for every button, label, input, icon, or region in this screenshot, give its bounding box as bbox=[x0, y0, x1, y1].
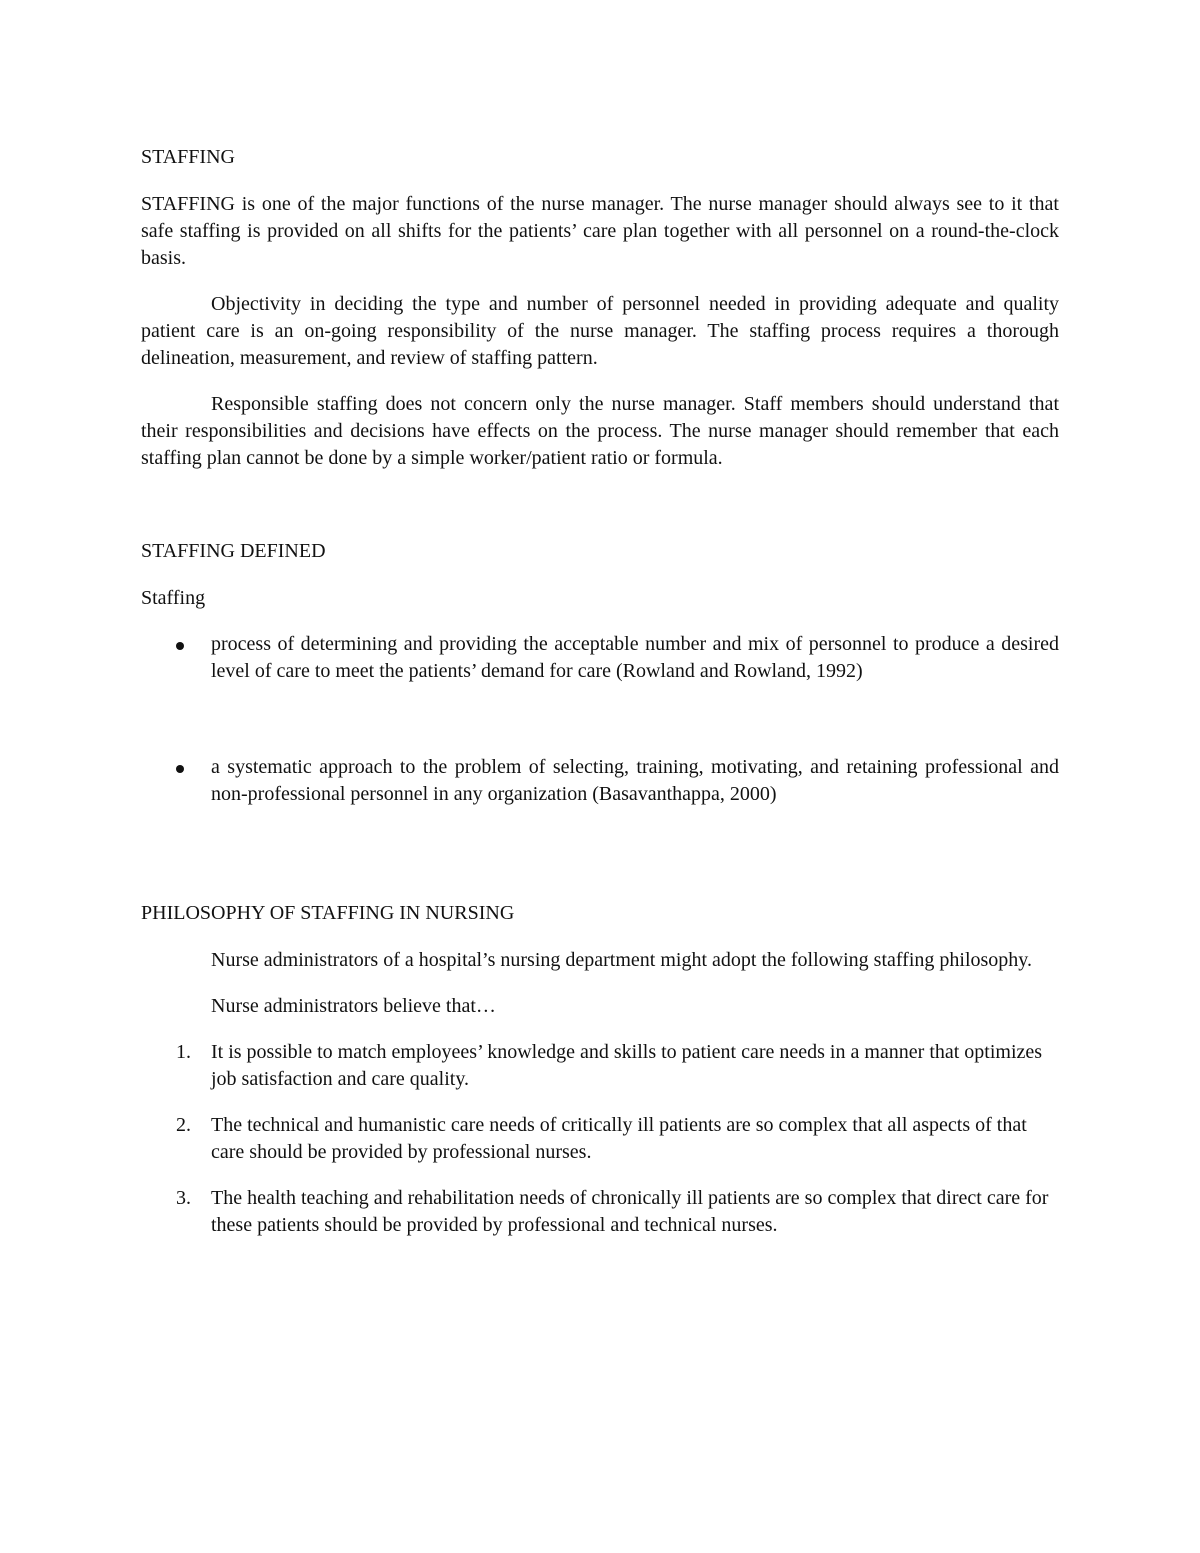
list-number: 1. bbox=[176, 1041, 191, 1063]
list-item-text: The technical and humanistic care needs of critically ill patients are so complex that all aspects of that care should be provided by professional nurses. bbox=[211, 1114, 1027, 1163]
bullet-icon bbox=[176, 765, 184, 773]
list-item bbox=[141, 1112, 1059, 1166]
definition-text: a systematic approach to the problem of selecting, training, motivating, and retaining professional and non-professional personnel in any organization (Basavanthappa, 2000) bbox=[211, 756, 1059, 805]
section-heading-staffing: STAFFING bbox=[141, 146, 235, 168]
paragraph-objectivity: Objectivity in deciding the type and number of personnel needed in providing adequate and quality patient care is an on-going responsibility of the nurse manager. The staffing process requires a thorough delineation, measurement, and review of staffing pattern. bbox=[141, 293, 1059, 369]
philosophy-list bbox=[141, 1039, 1059, 1239]
paragraph-philosophy-intro: Nurse administrators of a hospital’s nursing department might adopt the following staffing philosophy. bbox=[211, 949, 1032, 971]
term-staffing: Staffing bbox=[141, 587, 206, 609]
list-item bbox=[141, 1039, 1059, 1093]
paragraph-responsible-staffing: Responsible staffing does not concern only the nurse manager. Staff members should understand that their responsibilities and decisions have effects on the process. The nurse manager should remember that each staffing plan cannot be done by a simple worker/patient ratio or formula. bbox=[141, 393, 1059, 469]
bullet-icon bbox=[176, 642, 184, 650]
list-item bbox=[141, 631, 1059, 685]
list-item bbox=[141, 1185, 1059, 1239]
definition-text: process of determining and providing the acceptable number and mix of personnel to produce a desired level of care to meet the patients’ demand for care (Rowland and Rowland, 1992) bbox=[211, 633, 1059, 682]
section-heading-staffing-defined: STAFFING DEFINED bbox=[141, 540, 326, 562]
list-item-text: The health teaching and rehabilitation needs of chronically ill patients are so complex that direct care for these patients should be provided by professional and technical nurses. bbox=[211, 1187, 1049, 1236]
section-heading-philosophy: PHILOSOPHY OF STAFFING IN NURSING bbox=[141, 902, 515, 924]
definition-list bbox=[141, 631, 1059, 808]
list-number: 3. bbox=[176, 1187, 191, 1209]
list-item-text: It is possible to match employees’ knowledge and skills to patient care needs in a manner that optimizes job satisfaction and care quality. bbox=[211, 1041, 1043, 1090]
paragraph-believe-that: Nurse administrators believe that… bbox=[211, 995, 496, 1017]
list-number: 2. bbox=[176, 1114, 191, 1136]
paragraph-staffing-intro: STAFFING is one of the major functions of the nurse manager. The nurse manager should always see to it that safe staffing is provided on all shifts for the patients’ care plan together with all personnel on a round-the-clock basis. bbox=[141, 193, 1059, 269]
document-page bbox=[141, 144, 1059, 1239]
list-item bbox=[141, 754, 1059, 808]
